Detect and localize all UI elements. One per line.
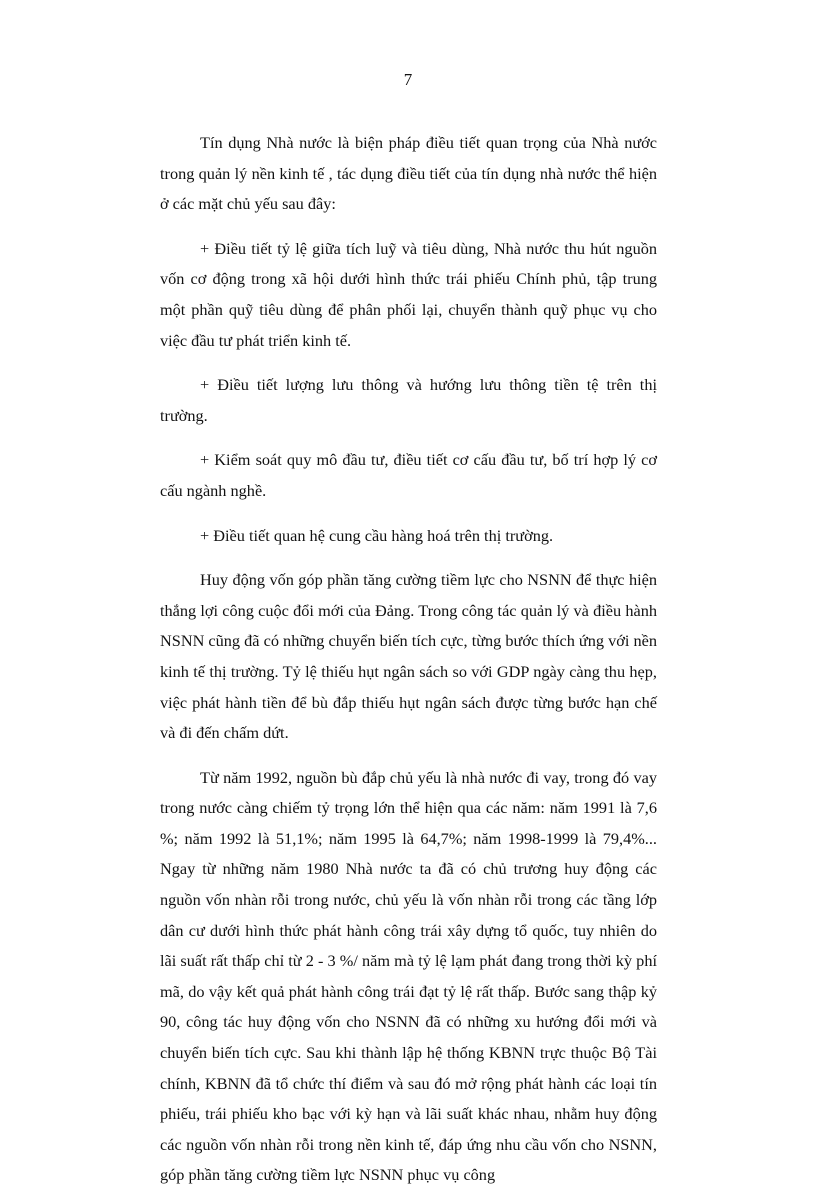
paragraph-bullet-accumulation: + Điều tiết tỷ lệ giữa tích luỹ và tiêu dùng, Nhà nước thu hút nguồn vốn cơ động trong xã hội dưới hình thức trái phiếu Chính phủ, tập trung một phần quỹ tiêu dùng để phân phối lại, chuyển thành quỹ phục vụ cho việc đầu tư phát triển kinh tế. (160, 238, 657, 350)
paragraph-bullet-supply-demand: + Điều tiết quan hệ cung cầu hàng hoá trên thị trường. (200, 525, 554, 545)
paragraph-state-credit: Tín dụng Nhà nước là biện pháp điều tiết quan trọng của Nhà nước trong quản lý nền kinh tế , tác dụng điều tiết của tín dụng nhà nước thể hiện ở các mặt chủ yếu sau đây: (160, 133, 657, 214)
paragraph-since-1992: Từ năm 1992, nguồn bù đắp chủ yếu là nhà nước đi vay, trong đó vay trong nước càng chiếm tỷ trọng lớn thể hiện qua các năm: năm 1991 là 7,6 %; năm 1992 là 51,1%; năm 1995 là 64,7%; năm 1998-1999 là 79,4%... Ngay từ những năm 1980 Nhà nước ta đã có chủ trương huy động các nguồn vốn nhàn rỗi trong nước, chủ yếu là vốn nhàn rỗi trong các tầng lớp dân cư dưới hình thức phát hành công trái xây dựng tổ quốc, tuy nhiên do lãi suất rất thấp chỉ từ 2 - 3 %/ năm mà tỷ lệ lạm phát đang trong thời kỳ phí mã, do vậy kết quả phát hành công trái đạt tỷ lệ rất thấp. Bước sang thập kỷ 90, công tác huy động vốn cho NSNN đã có những xu hướng đổi mới và chuyển biến tích cực. Sau khi thành lập hệ thống KBNN trực thuộc Bộ Tài chính, KBNN đã tổ chức thí điểm và sau đó mở rộng phát hành các loại tín phiếu, trái phiếu kho bạc với kỳ hạn và lãi suất khác nhau, nhằm huy động các nguồn vốn nhàn rỗi trong nền kinh tế, đáp ứng nhu cầu vốn cho NSNN, góp phần tăng cường tiềm lực NSNN phục vụ công (160, 767, 657, 1185)
paragraph-capital-mobilization: Huy động vốn góp phần tăng cường tiềm lực cho NSNN để thực hiện thắng lợi công cuộc đổi mới của Đảng. Trong công tác quản lý và điều hành NSNN cũng đã có những chuyển biến tích cực, từng bước thích ứng với nền kinh tế thị trường. Tỷ lệ thiếu hụt ngân sách so với GDP ngày càng thu hẹp, việc phát hành tiền để bù đắp thiếu hụt ngân sách được từng bước hạn chế và đi đến chấm dứt. (160, 570, 657, 743)
paragraph-bullet-investment-control: + Kiểm soát quy mô đầu tư, điều tiết cơ cấu đầu tư, bố trí hợp lý cơ cấu ngành nghề. (160, 450, 657, 500)
page-number: 7 (403, 70, 413, 89)
document-body (160, 128, 657, 1191)
paragraph-bullet-money-circulation: + Điều tiết lượng lưu thông và hướng lưu thông tiền tệ trên thị trường. (160, 375, 657, 425)
